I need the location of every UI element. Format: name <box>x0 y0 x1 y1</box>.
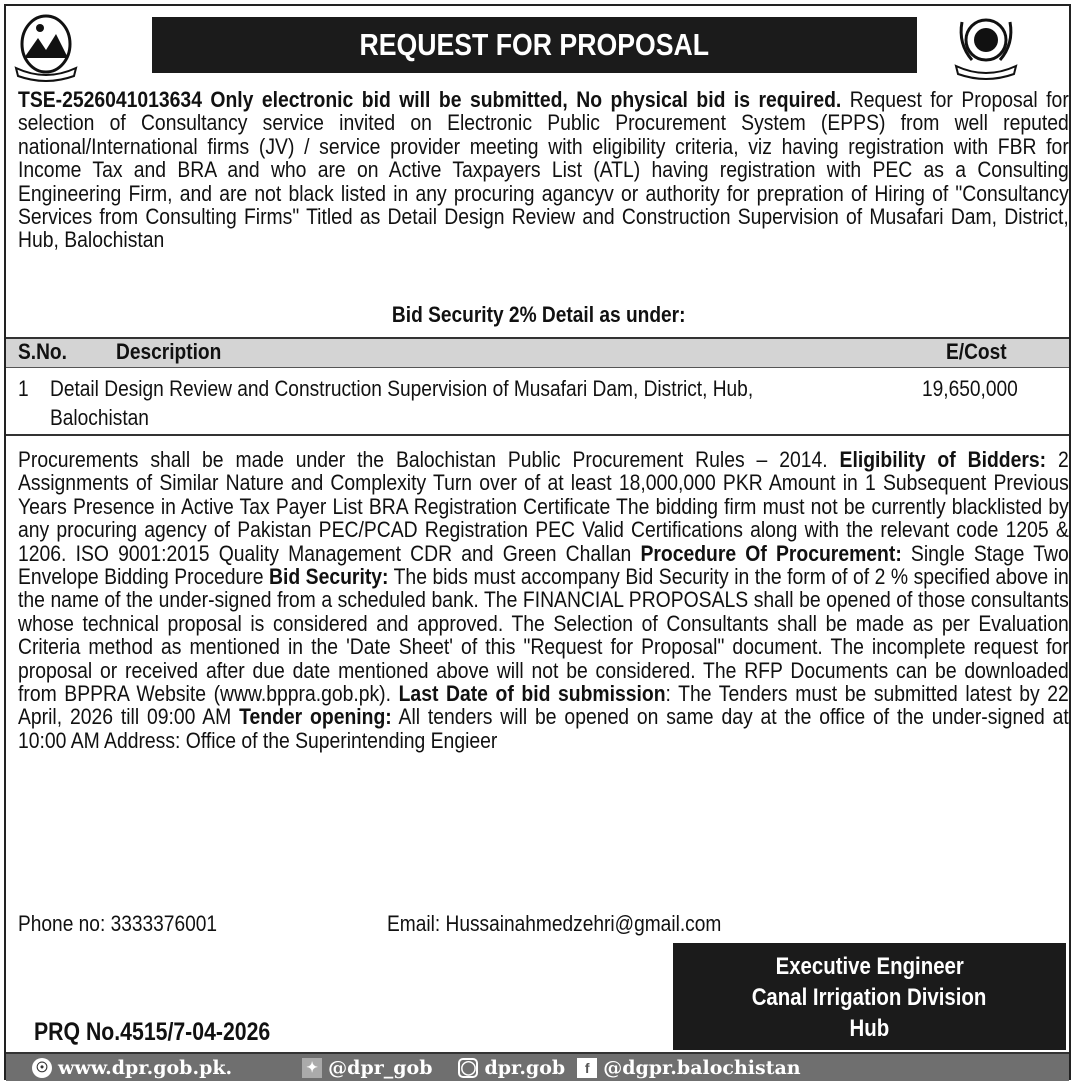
row-description-line1: Detail Design Review and Construction Supervision of Musafari Dam, District, Hub, <box>50 376 754 401</box>
bid-security-heading: Bid Security 2% Detail as under: <box>391 302 686 327</box>
tender-id-statement: TSE-2526041013634 Only electronic bid will be submitted, No physical bid is required. <box>18 87 842 112</box>
signatory-title: Executive Engineer <box>775 953 964 980</box>
signatory-division: Canal Irrigation Division <box>752 984 987 1011</box>
signatory-location: Hub <box>849 1015 890 1042</box>
instagram-icon: ◯ <box>458 1058 478 1078</box>
page-title-banner <box>152 17 917 73</box>
footer-instagram[interactable]: dpr.gob <box>484 1056 566 1079</box>
row-sno: 1 <box>18 376 29 401</box>
signature-block <box>673 943 1066 1050</box>
globe-icon: ☉ <box>32 1058 52 1078</box>
row-description-line2: Balochistan <box>50 405 149 430</box>
prq-number: PRQ No.4515/7-04-2026 <box>34 1018 271 1046</box>
intro-paragraph <box>18 88 1069 252</box>
footer-website[interactable]: www.dpr.gob.pk. <box>58 1056 233 1079</box>
dgpr-emblem-logo <box>950 10 1022 82</box>
twitter-icon: ✦ <box>302 1058 322 1078</box>
last-date-label: Last Date of bid submission <box>398 681 666 707</box>
page-title: REQUEST FOR PROPOSAL <box>359 27 710 62</box>
eligibility-label: Eligibility of Bidders: <box>839 447 1047 472</box>
column-header-description: Description <box>116 339 222 364</box>
table-divider <box>6 434 1069 436</box>
footer-social-bar <box>6 1052 1069 1081</box>
phone-number: Phone no: 3333376001 <box>18 911 218 936</box>
column-header-sno: S.No. <box>18 339 67 364</box>
terms-paragraph: Procurements shall be made under the Balochistan Public Procurement Rules – 2014. Eligibility of Bidders: 2 Assignments of Similar Nature and Complexity Turn over of at least 18,000,000 PKR Amount in 1 Subsequent Previous Years Presence in Active Tax Payer List BRA Registration Certificate The bidding firm must not be currently blacklisted by any procuring agency of Pakistan PEC/PCAD Registration PEC Valid Certifications along with the relevant code 1205 & 1206. ISO 9001:2015 Quality Management CDR and Green Challan Procedure Of Procurement: Single Stage Two Envelope Bidding Procedure Bid Security: The bids must accompany Bid Security in the form of of 2 % specified above in the name of the under-signed from a scheduled bank. The FINANCIAL PROPOSALS shall be opened of those consultants whose technical proposal is considered and approved. The Selection of Consultants shall be made as per Evaluation Criteria method as mentioned in the 'Date Sheet' of this "Request for Proposal" document. The incomplete request for proposal or received after due date mentioned above will not be considered. The RFP Documents can be downloaded from BPPRA Website (www.bppra.gob.pk). Last Date of bid submission: The Tenders must be submitted latest by 22 April, 2026 till 09:00 AM Tender opening: All tenders will be opened on same day at the office of the under-signed at 10:00 AM Address: Office of the Superintending Engieer <box>18 447 1069 753</box>
bid-security-label: Bid Security: <box>268 564 389 590</box>
balochistan-government-logo <box>10 10 82 82</box>
procedure-label: Procedure Of Procurement: <box>640 540 902 566</box>
row-cost: 19,650,000 <box>922 376 1018 401</box>
footer-twitter[interactable]: @dpr_gob <box>328 1056 433 1079</box>
email-address: Email: Hussainahmedzehri@gmail.com <box>387 911 722 936</box>
column-header-cost: E/Cost <box>946 339 1007 364</box>
tender-opening-label: Tender opening: <box>239 704 392 730</box>
intro-text: Request for Proposal for selection of Consultancy service invited on Electronic Public Procurement System (EPPS) from well reputed national/International firms (JV) / service provider meeting with eligibility criteria, viz having registration with FBR for Income Tax and BRA and who are on Active Taxpayers List (ATL) having registration with PEC as a Consulting Engineering Firm, and are not black listed in any procuring agancyv or authority for prepration of Hiring of "Consultancy Services from Consulting Firms" Titled as Detail Design Review and Construction Supervision of Musafari Dam, District, Hub, Balochistan <box>18 87 1069 253</box>
footer-facebook[interactable]: @dgpr.balochistan <box>603 1056 801 1079</box>
facebook-icon: f <box>577 1058 597 1078</box>
